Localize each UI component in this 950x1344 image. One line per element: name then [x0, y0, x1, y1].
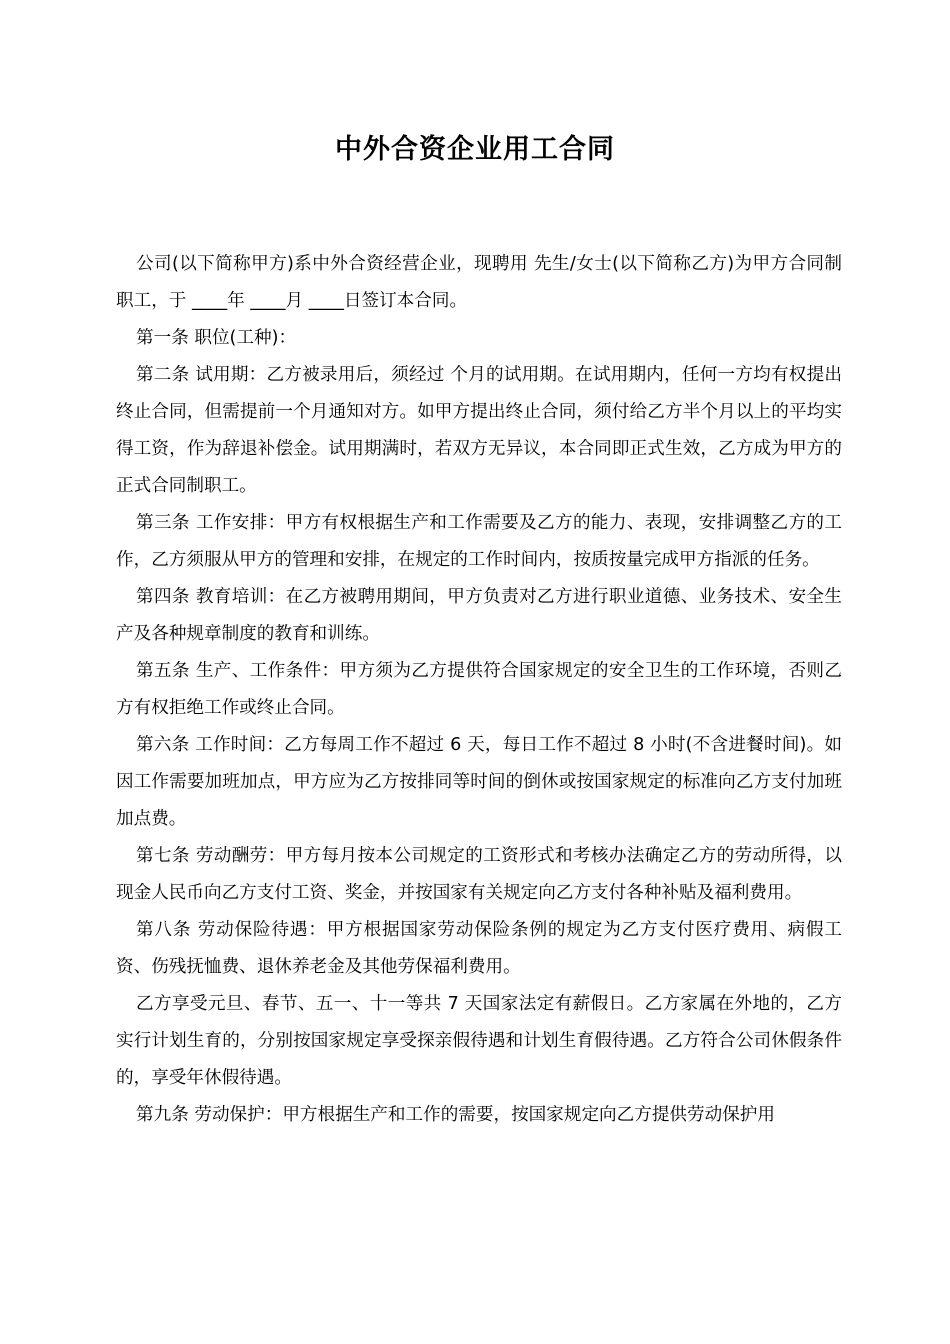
- paragraph-intro: 公司(以下简称甲方)系中外合资经营企业，现聘用 先生/女士(以下简称乙方)为甲方合同制职工，于 ____年 ____月 ____日签订本合同。: [116, 254, 842, 311]
- paragraph-article-7: 第七条 劳动酬劳：甲方每月按本公司规定的工资形式和考核办法确定乙方的劳动所得，以现金人民币向乙方支付工资、奖金，并按国家有关规定向乙方支付各种补贴及福利费用。: [116, 846, 842, 903]
- paragraph-article-2: 第二条 试用期：乙方被录用后，须经过 个月的试用期。在试用期内，任何一方均有权提出终止合同，但需提前一个月通知对方。如甲方提出终止合同，须付给乙方半个月以上的平均实得工资，作为辞退补偿金。试用期满时，若双方无异议，本合同即正式生效，乙方成为甲方的正式合同制职工。: [116, 365, 842, 496]
- paragraph-article-5: 第五条 生产、工作条件：甲方须为乙方提供符合国家规定的安全卫生的工作环境，否则乙方有权拒绝工作或终止合同。: [116, 661, 842, 718]
- paragraph-article-9: 第九条 劳动保护：甲方根据生产和工作的需要，按国家规定向乙方提供劳动保护用: [136, 1105, 775, 1125]
- contract-body: [116, 246, 842, 1134]
- paragraph-article-3: 第三条 工作安排：甲方有权根据生产和工作需要及乙方的能力、表现，安排调整乙方的工作，乙方须服从甲方的管理和安排，在规定的工作时间内，按质按量完成甲方指派的任务。: [116, 513, 842, 570]
- paragraph-article-1: 第一条 职位(工种)：: [136, 328, 297, 348]
- paragraph-article-4: 第四条 教育培训：在乙方被聘用期间，甲方负责对乙方进行职业道德、业务技术、安全生产及各种规章制度的教育和训练。: [116, 587, 842, 644]
- paragraph-holidays: 乙方享受元旦、春节、五一、十一等共 7 天国家法定有薪假日。乙方家属在外地的，乙方实行计划生育的，分别按国家规定享受探亲假待遇和计划生育假待遇。乙方符合公司休假条件的，享受年休假待遇。: [116, 994, 842, 1088]
- paragraph-article-8: 第八条 劳动保险待遇：甲方根据国家劳动保险条例的规定为乙方支付医疗费用、病假工资、伤残抚恤费、退休养老金及其他劳保福利费用。: [116, 920, 842, 977]
- document-title: 中外合资企业用工合同: [335, 134, 615, 165]
- paragraph-article-6: 第六条 工作时间：乙方每周工作不超过 6 天，每日工作不超过 8 小时(不含进餐时间)。如因工作需要加班加点，甲方应为乙方按排同等时间的倒休或按国家规定的标准向乙方支付加班加点费。: [116, 735, 842, 829]
